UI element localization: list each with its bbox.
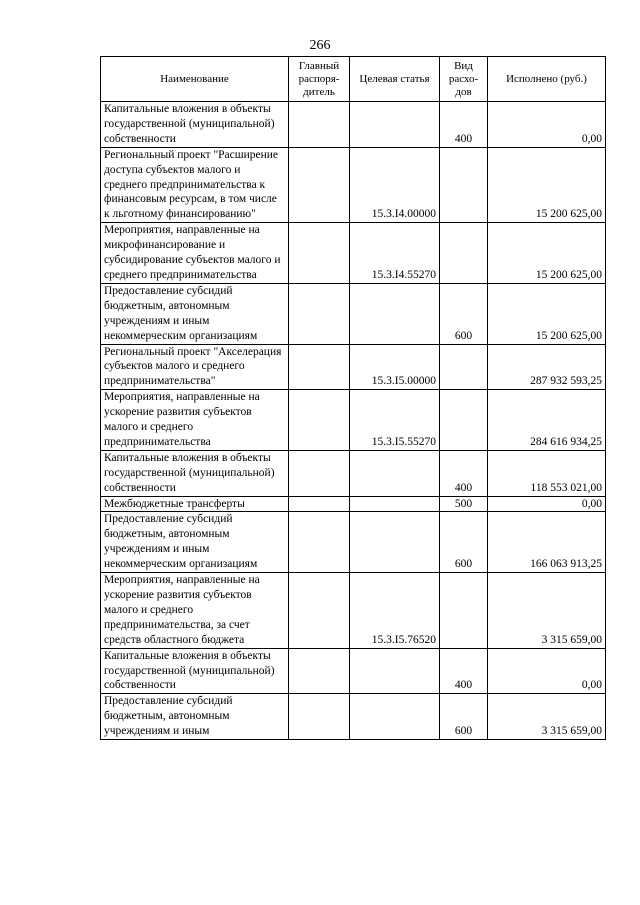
row-name: Капитальные вложения в объекты государственной (муниципальной) собственности xyxy=(101,102,289,148)
row-name: Предоставление субсидий бюджетным, автономным учреждениям и иным xyxy=(101,694,289,740)
row-name: Капитальные вложения в объекты государственной (муниципальной) собственности xyxy=(101,450,289,496)
table-row xyxy=(101,344,606,390)
budget-execution-table xyxy=(100,56,606,740)
row-target xyxy=(350,648,440,694)
header-kind: Вид расхо-дов xyxy=(440,57,488,102)
row-kind: 600 xyxy=(440,512,488,573)
row-done: 15 200 625,00 xyxy=(488,223,606,284)
row-kind xyxy=(440,344,488,390)
row-name: Межбюджетные трансферты xyxy=(101,496,289,512)
row-kind xyxy=(440,573,488,649)
table-body xyxy=(101,102,606,740)
row-done: 284 616 934,25 xyxy=(488,390,606,451)
row-target: 15.3.I5.76520 xyxy=(350,573,440,649)
row-name: Региональный проект "Расширение доступа субъектов малого и среднего предпринимательства к финансовым ресурсам, в том числе к льготному финансированию" xyxy=(101,147,289,223)
table-row xyxy=(101,694,606,740)
row-done: 3 315 659,00 xyxy=(488,694,606,740)
row-name: Региональный проект "Акселерация субъектов малого и среднего предпринимательства" xyxy=(101,344,289,390)
row-done: 0,00 xyxy=(488,102,606,148)
table-header xyxy=(101,57,606,102)
table-row xyxy=(101,512,606,573)
row-target xyxy=(350,283,440,344)
header-target: Целевая статья xyxy=(350,57,440,102)
header-name: Наименование xyxy=(101,57,289,102)
row-manager xyxy=(289,648,350,694)
row-manager xyxy=(289,512,350,573)
row-done: 15 200 625,00 xyxy=(488,147,606,223)
row-done: 166 063 913,25 xyxy=(488,512,606,573)
row-target: 15.3.I4.55270 xyxy=(350,223,440,284)
row-done: 0,00 xyxy=(488,496,606,512)
row-target: 15.3.I5.00000 xyxy=(350,344,440,390)
row-target xyxy=(350,694,440,740)
row-kind: 600 xyxy=(440,283,488,344)
row-kind xyxy=(440,147,488,223)
table-row xyxy=(101,147,606,223)
row-target xyxy=(350,512,440,573)
row-manager xyxy=(289,102,350,148)
header-manager: Главный распоря-дитель xyxy=(289,57,350,102)
row-name: Предоставление субсидий бюджетным, автономным учреждениям и иным некоммерческим организациям xyxy=(101,512,289,573)
row-manager xyxy=(289,283,350,344)
row-kind xyxy=(440,223,488,284)
row-manager xyxy=(289,344,350,390)
table-row xyxy=(101,573,606,649)
row-manager xyxy=(289,496,350,512)
row-name: Предоставление субсидий бюджетным, автономным учреждениям и иным некоммерческим организациям xyxy=(101,283,289,344)
row-manager xyxy=(289,450,350,496)
row-kind xyxy=(440,390,488,451)
page-number: 266 xyxy=(309,38,331,53)
row-manager xyxy=(289,573,350,649)
row-name: Мероприятия, направленные на микрофинансирование и субсидирование субъектов малого и среднего предпринимательства xyxy=(101,223,289,284)
table-row xyxy=(101,496,606,512)
row-kind: 400 xyxy=(440,450,488,496)
row-target xyxy=(350,496,440,512)
table-row xyxy=(101,223,606,284)
table-row xyxy=(101,390,606,451)
table-row xyxy=(101,450,606,496)
header-done: Исполнено (руб.) xyxy=(488,57,606,102)
row-kind: 400 xyxy=(440,648,488,694)
row-done: 118 553 021,00 xyxy=(488,450,606,496)
row-kind: 600 xyxy=(440,694,488,740)
table-row xyxy=(101,648,606,694)
row-target: 15.3.I5.55270 xyxy=(350,390,440,451)
row-manager xyxy=(289,147,350,223)
table-row xyxy=(101,102,606,148)
row-kind: 400 xyxy=(440,102,488,148)
row-done: 287 932 593,25 xyxy=(488,344,606,390)
row-done: 3 315 659,00 xyxy=(488,573,606,649)
row-target xyxy=(350,450,440,496)
row-name: Мероприятия, направленные на ускорение развития субъектов малого и среднего предпринимательства, за счет средств областного бюджета xyxy=(101,573,289,649)
row-target: 15.3.I4.00000 xyxy=(350,147,440,223)
row-manager xyxy=(289,223,350,284)
header-row xyxy=(101,57,606,102)
table-row xyxy=(101,283,606,344)
row-manager xyxy=(289,390,350,451)
row-name: Капитальные вложения в объекты государственной (муниципальной) собственности xyxy=(101,648,289,694)
row-target xyxy=(350,102,440,148)
row-done: 15 200 625,00 xyxy=(488,283,606,344)
row-manager xyxy=(289,694,350,740)
row-kind: 500 xyxy=(440,496,488,512)
row-name: Мероприятия, направленные на ускорение развития субъектов малого и среднего предпринимательства xyxy=(101,390,289,451)
row-done: 0,00 xyxy=(488,648,606,694)
